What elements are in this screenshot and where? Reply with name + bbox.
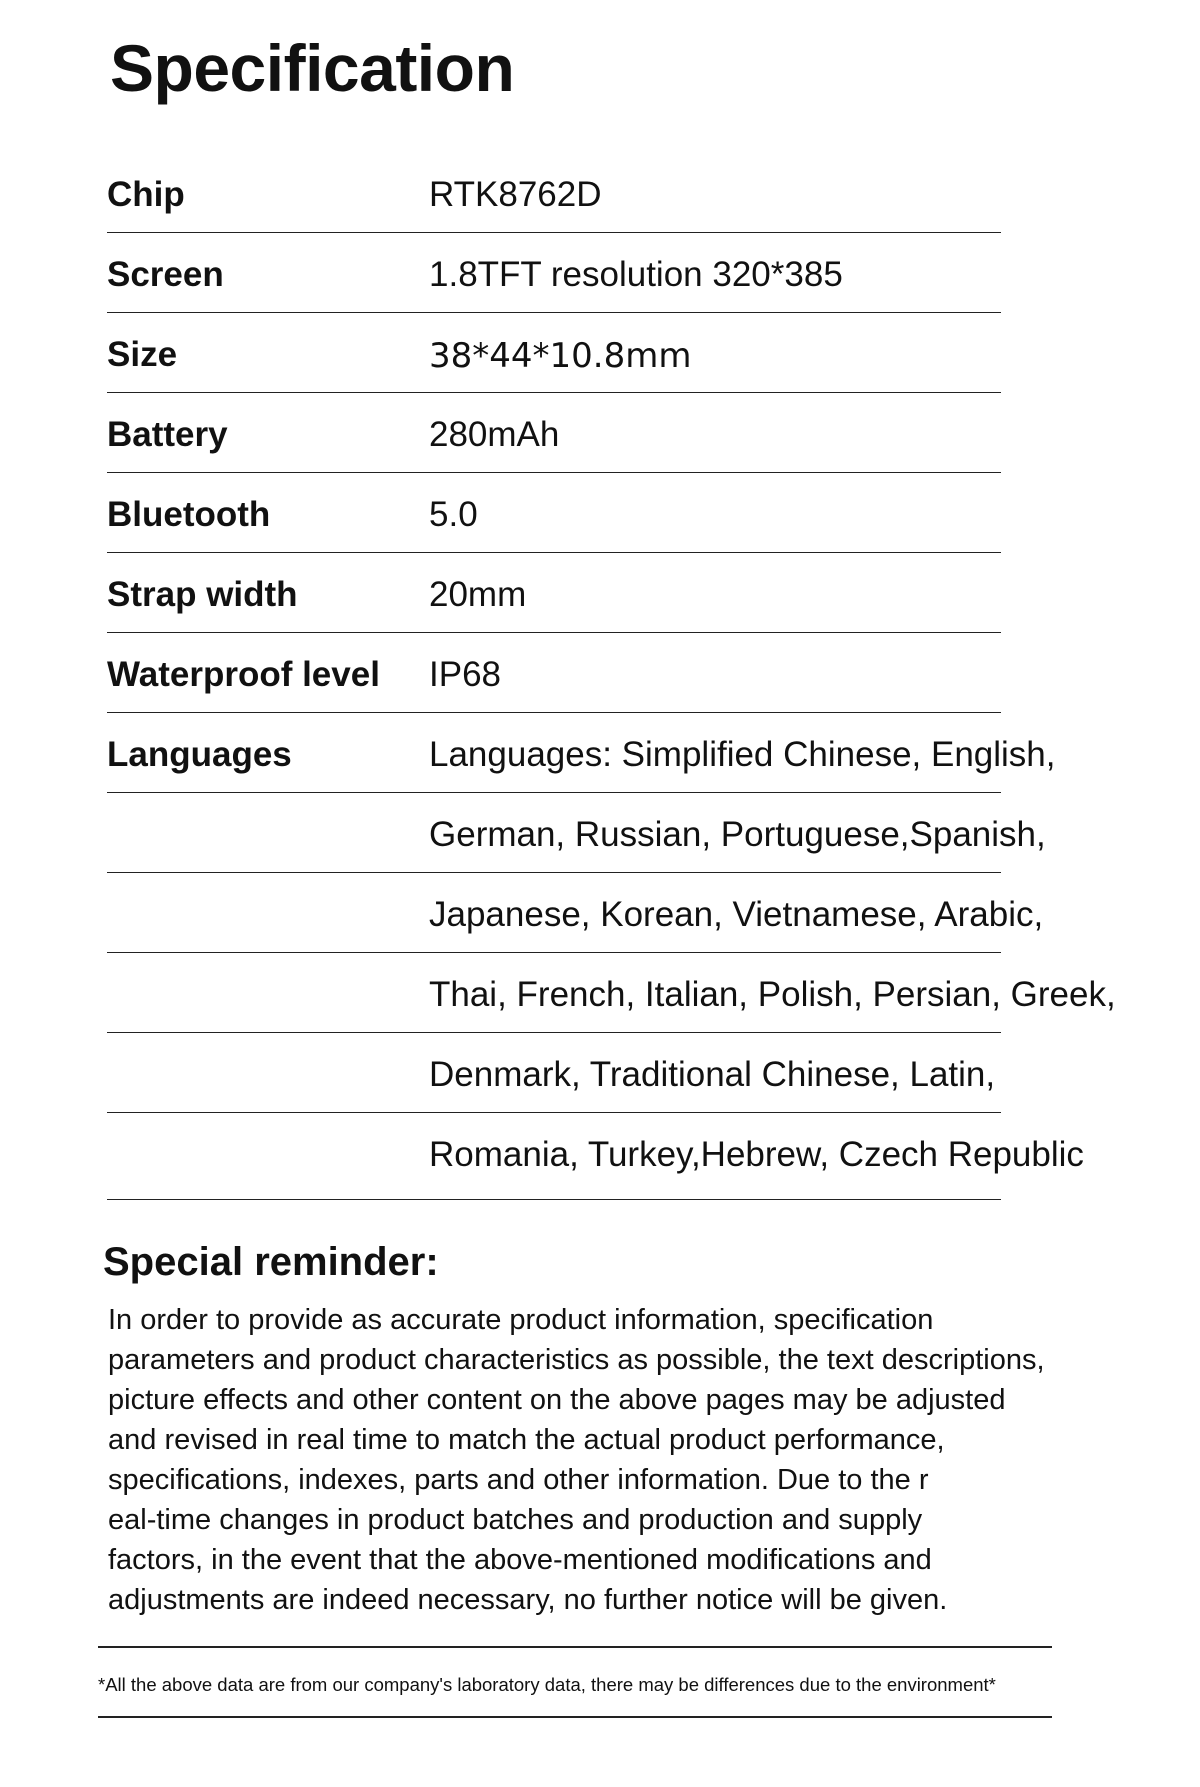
reminder-heading: Special reminder: — [103, 1240, 439, 1284]
spec-value: Japanese, Korean, Vietnamese, Arabic, — [429, 895, 1044, 934]
spec-label: Size — [107, 335, 178, 374]
spec-value: Denmark, Traditional Chinese, Latin, — [429, 1055, 996, 1094]
spec-value: IP68 — [429, 655, 501, 694]
spec-row-languages-cont — [107, 797, 1157, 877]
spec-row-screen — [107, 237, 1157, 317]
reminder-line: and revised in real time to match the actual product performance, — [108, 1424, 945, 1456]
spec-row-bluetooth — [107, 477, 1157, 557]
spec-row-languages-cont — [107, 1117, 1157, 1202]
spec-value: 20mm — [429, 575, 527, 614]
spec-row-battery — [107, 397, 1157, 477]
reminder-line: adjustments are indeed necessary, no further notice will be given. — [108, 1584, 948, 1616]
reminder-line: picture effects and other content on the above pages may be adjusted — [108, 1384, 1006, 1416]
page-title: Specification — [110, 31, 515, 105]
reminder-line: parameters and product characteristics as possible, the text descriptions, — [108, 1344, 1045, 1376]
spec-value: 38*44*10.8mm — [429, 336, 692, 376]
spec-row-languages-cont — [107, 1037, 1157, 1117]
spec-value: Languages: Simplified Chinese, English, — [429, 735, 1056, 774]
spec-label: Waterproof level — [107, 655, 380, 694]
spec-value: 280mAh — [429, 415, 560, 454]
divider — [98, 1646, 1052, 1648]
spec-value: Romania, Turkey,Hebrew, Czech Republic — [429, 1135, 1084, 1174]
reminder-line: factors, in the event that the above-mentioned modifications and — [108, 1544, 932, 1576]
spec-row-size — [107, 317, 1157, 397]
spec-label: Battery — [107, 415, 228, 454]
spec-row-languages-cont — [107, 957, 1157, 1037]
spec-label: Chip — [107, 175, 185, 214]
spec-row-languages — [107, 717, 1157, 797]
spec-table — [107, 157, 1157, 1202]
spec-row-strap-width — [107, 557, 1157, 637]
footnote: *All the above data are from our company's laboratory data, there may be differences due to the environment* — [98, 1674, 996, 1695]
spec-label: Languages — [107, 735, 292, 774]
spec-label: Screen — [107, 255, 224, 294]
divider — [98, 1716, 1052, 1718]
spec-value: German, Russian, Portuguese,Spanish, — [429, 815, 1046, 854]
spec-value: Thai, French, Italian, Polish, Persian, Greek, — [429, 975, 1116, 1014]
spec-label: Bluetooth — [107, 495, 271, 534]
reminder-line: specifications, indexes, parts and other information. Due to the r — [108, 1464, 929, 1496]
spec-row-waterproof — [107, 637, 1157, 717]
spec-label: Strap width — [107, 575, 298, 614]
reminder-line: eal-time changes in product batches and production and supply — [108, 1504, 923, 1536]
spec-value: 1.8TFT resolution 320*385 — [429, 255, 843, 294]
reminder-paragraph — [108, 1300, 1108, 1620]
spec-row-languages-cont — [107, 877, 1157, 957]
reminder-line: In order to provide as accurate product information, specification — [108, 1304, 934, 1336]
spec-row-chip — [107, 157, 1157, 237]
spec-value: RTK8762D — [429, 175, 602, 214]
spec-value: 5.0 — [429, 495, 478, 534]
